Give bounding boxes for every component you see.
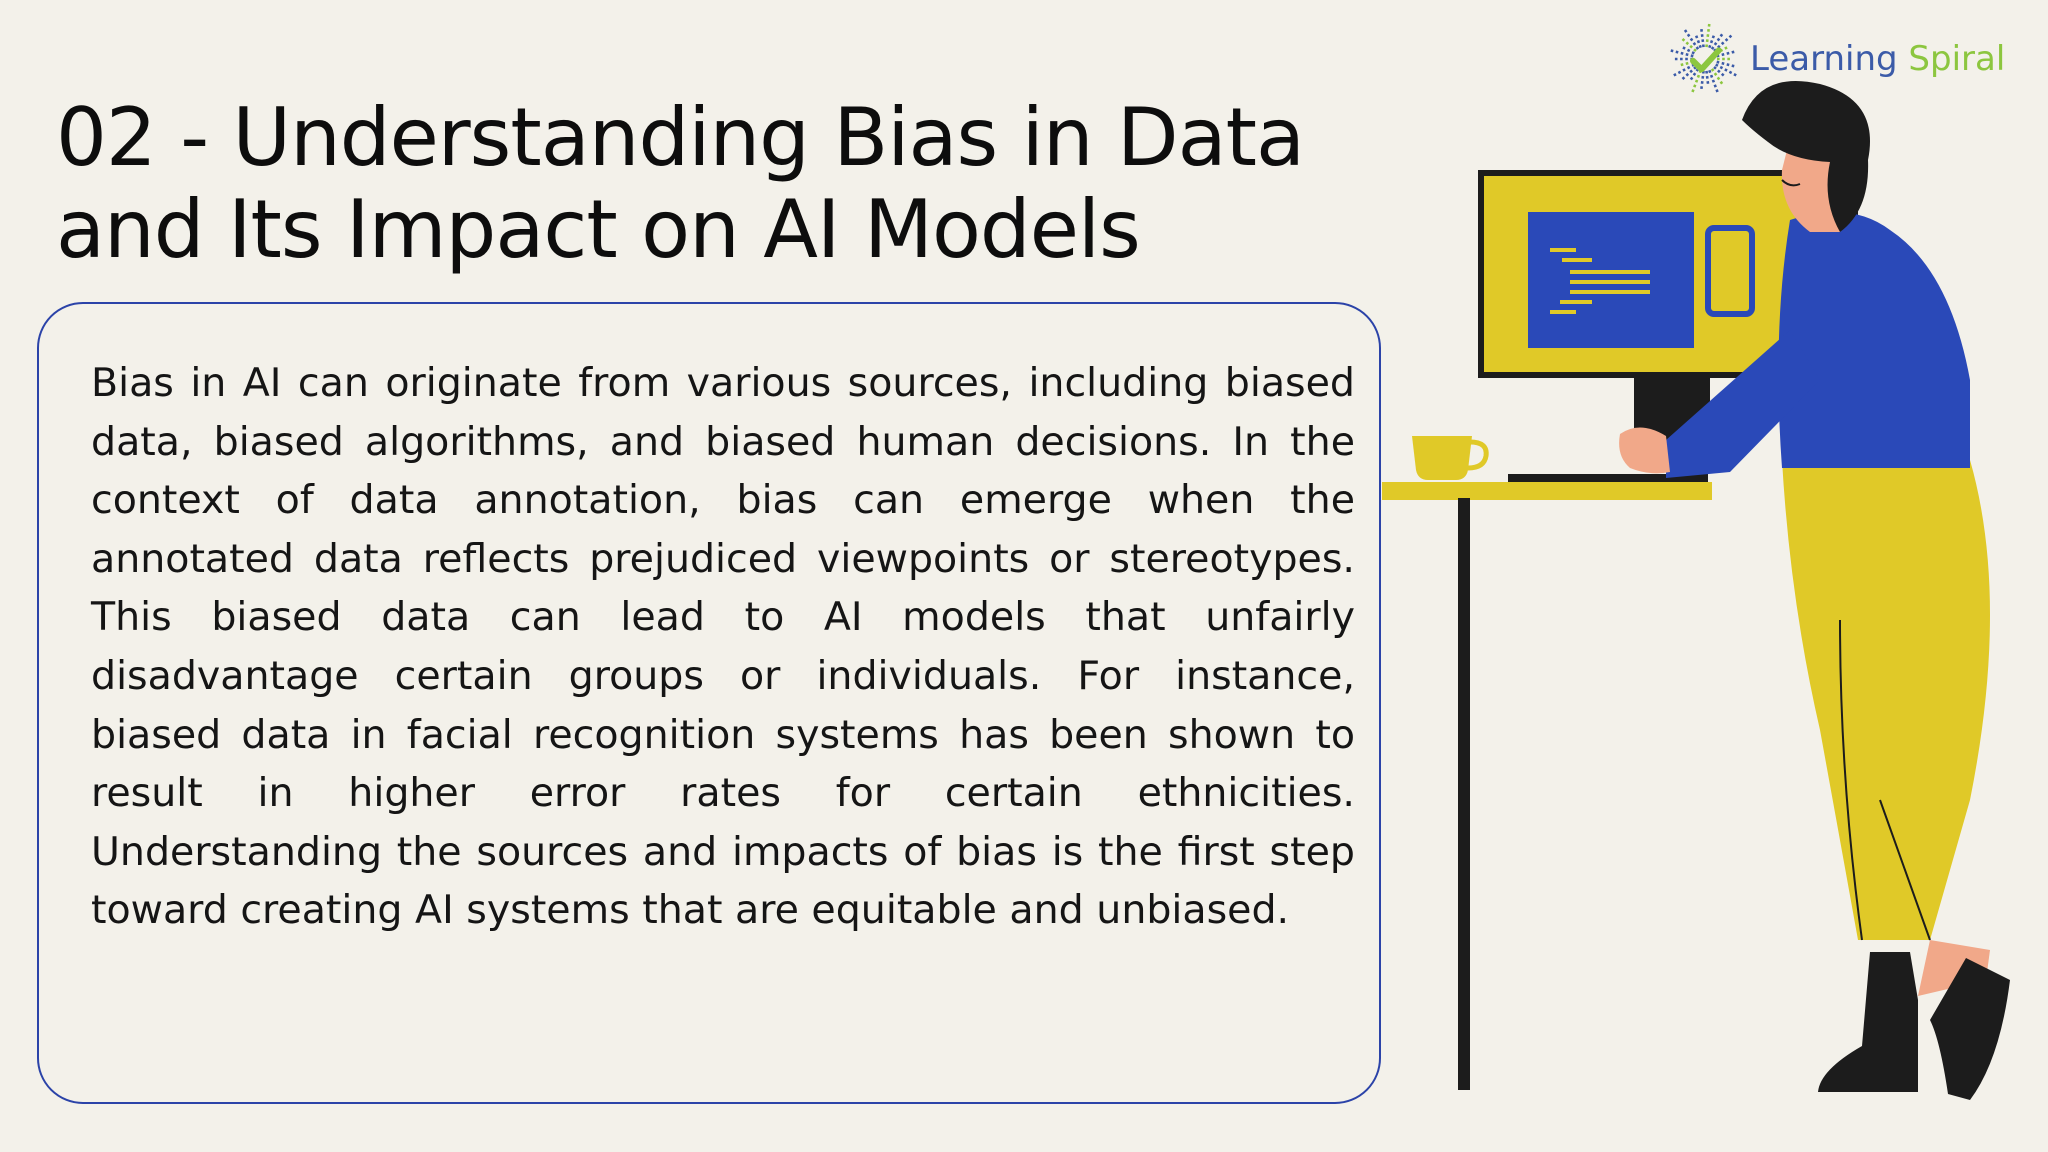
logo-text — [1750, 39, 2005, 79]
person-at-computer-illustration — [1370, 80, 2048, 1152]
logo-ray — [1717, 62, 1735, 66]
desk-top — [1382, 482, 1712, 500]
sweater — [1778, 212, 1970, 468]
hand — [1619, 427, 1670, 473]
coffee-cup — [1412, 436, 1472, 480]
logo-ray — [1706, 23, 1709, 47]
pants — [1782, 460, 1990, 940]
body-text-card — [37, 302, 1381, 1104]
body-paragraph: Bias in AI can originate from various sources, including biased data, biased algorithms, and biased human decisions. In the context of data annotation, bias can emerge when the annotated data reflects prejudiced viewpoints or stereotypes. This biased data can lead to AI models that unfairly disadvantage certain groups or individuals. For instance, biased data in facial recognition systems has been shown to result in higher error rates for certain ethnicities. Understanding the sources and impacts of bias is the first step toward creating AI systems that are equitable and unbiased. — [91, 360, 1355, 934]
slide-title — [56, 92, 1456, 276]
logo-word-learning: Learning — [1750, 39, 1898, 79]
logo-ray — [1701, 28, 1703, 47]
logo-word-spiral: Spiral — [1908, 39, 2006, 79]
logo-ray — [1709, 35, 1714, 48]
logo-ray — [1682, 47, 1694, 53]
left-shoe — [1818, 952, 1918, 1092]
logo-ray — [1696, 35, 1701, 48]
title-line-1: 02 - Understanding Bias in Data — [56, 90, 1304, 184]
desk-leg — [1458, 498, 1470, 1090]
logo-ray — [1670, 50, 1693, 56]
title-line-2: and Its Impact on AI Models — [56, 182, 1140, 276]
